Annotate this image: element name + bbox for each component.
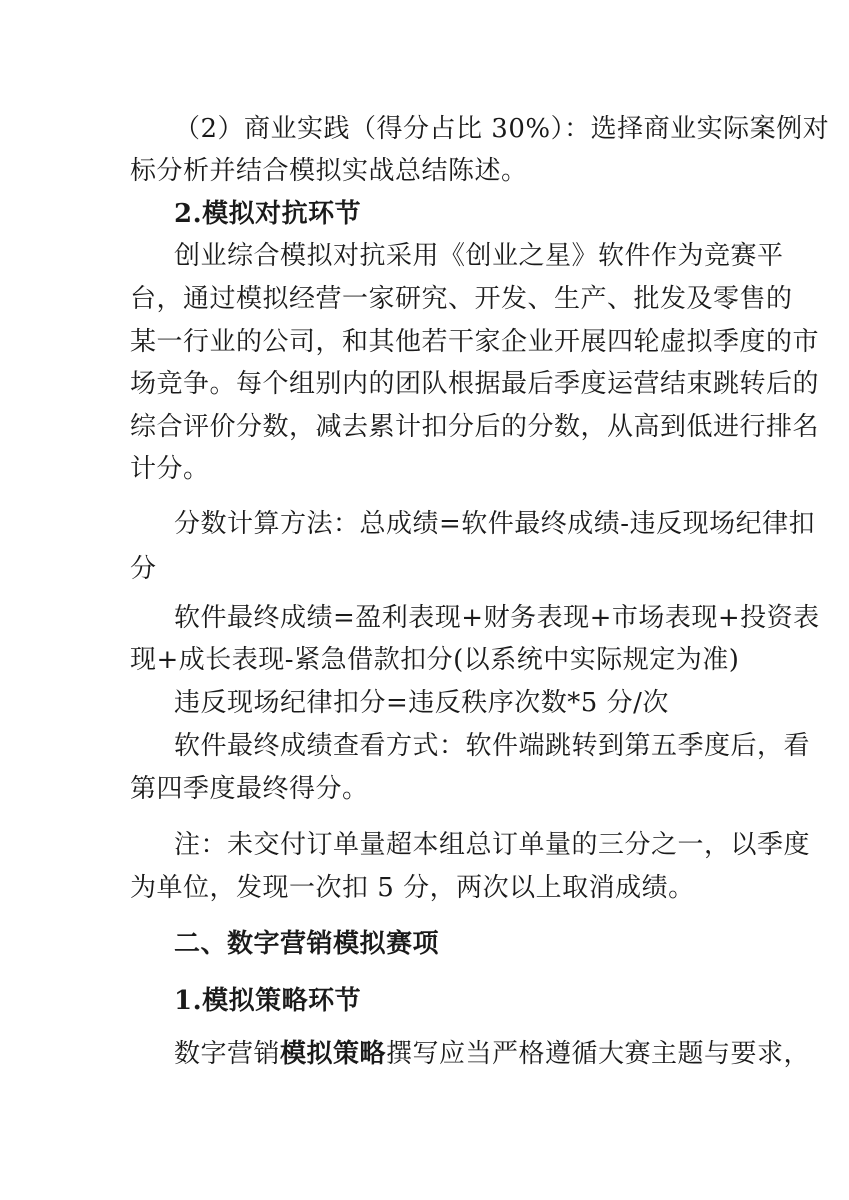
section-heading: 二、数字营销模拟赛项	[174, 929, 440, 959]
paragraph-line: 某一行业的公司，和其他若干家企业开展四轮虚拟季度的市	[130, 327, 820, 357]
paragraph-line: 现+成长表现-紧急借款扣分(以系统中实际规定为准)	[130, 645, 740, 675]
paragraph-line: 软件最终成绩=盈利表现+财务表现+市场表现+投资表	[174, 603, 820, 633]
paragraph-line: 分	[130, 554, 157, 584]
text-span: 数字营销	[174, 1039, 281, 1069]
text-span: 撰写应当严格遵循大赛主题与要求，	[386, 1039, 811, 1069]
paragraph-line: （2）商业实践（得分占比 30%）：选择商业实际案例对	[174, 114, 830, 144]
bold-term: 模拟策略	[280, 1039, 387, 1069]
paragraph-line: 创业综合模拟对抗采用《创业之星》软件作为竞赛平	[174, 241, 784, 271]
paragraph-line: 为单位，发现一次扣 5 分，两次以上取消成绩。	[130, 873, 695, 903]
paragraph-line: 注：未交付订单量超本组总订单量的三分之一，以季度	[174, 830, 811, 860]
paragraph-line: 标分析并结合模拟实战总结陈述。	[130, 156, 528, 186]
paragraph-line: 台，通过模拟经营一家研究、开发、生产、批发及零售的	[130, 284, 793, 314]
paragraph-line: 场竞争。每个组别内的团队根据最后季度运营结束跳转后的	[130, 369, 820, 399]
subsection-heading: 1.模拟策略环节	[174, 986, 362, 1016]
paragraph-line: 第四季度最终得分。	[130, 774, 369, 804]
paragraph-line: 软件最终成绩查看方式：软件端跳转到第五季度后，看	[174, 731, 811, 761]
paragraph-line: 违反现场纪律扣分=违反秩序次数*5 分/次	[174, 688, 669, 718]
paragraph-line: 分数计算方法：总成绩=软件最终成绩-违反现场纪律扣	[174, 509, 816, 539]
paragraph-line: 计分。	[130, 454, 210, 484]
paragraph-line	[174, 1037, 811, 1071]
paragraph-line: 综合评价分数，减去累计扣分后的分数，从高到低进行排名	[130, 412, 820, 442]
section-heading: 2.模拟对抗环节	[174, 199, 362, 229]
